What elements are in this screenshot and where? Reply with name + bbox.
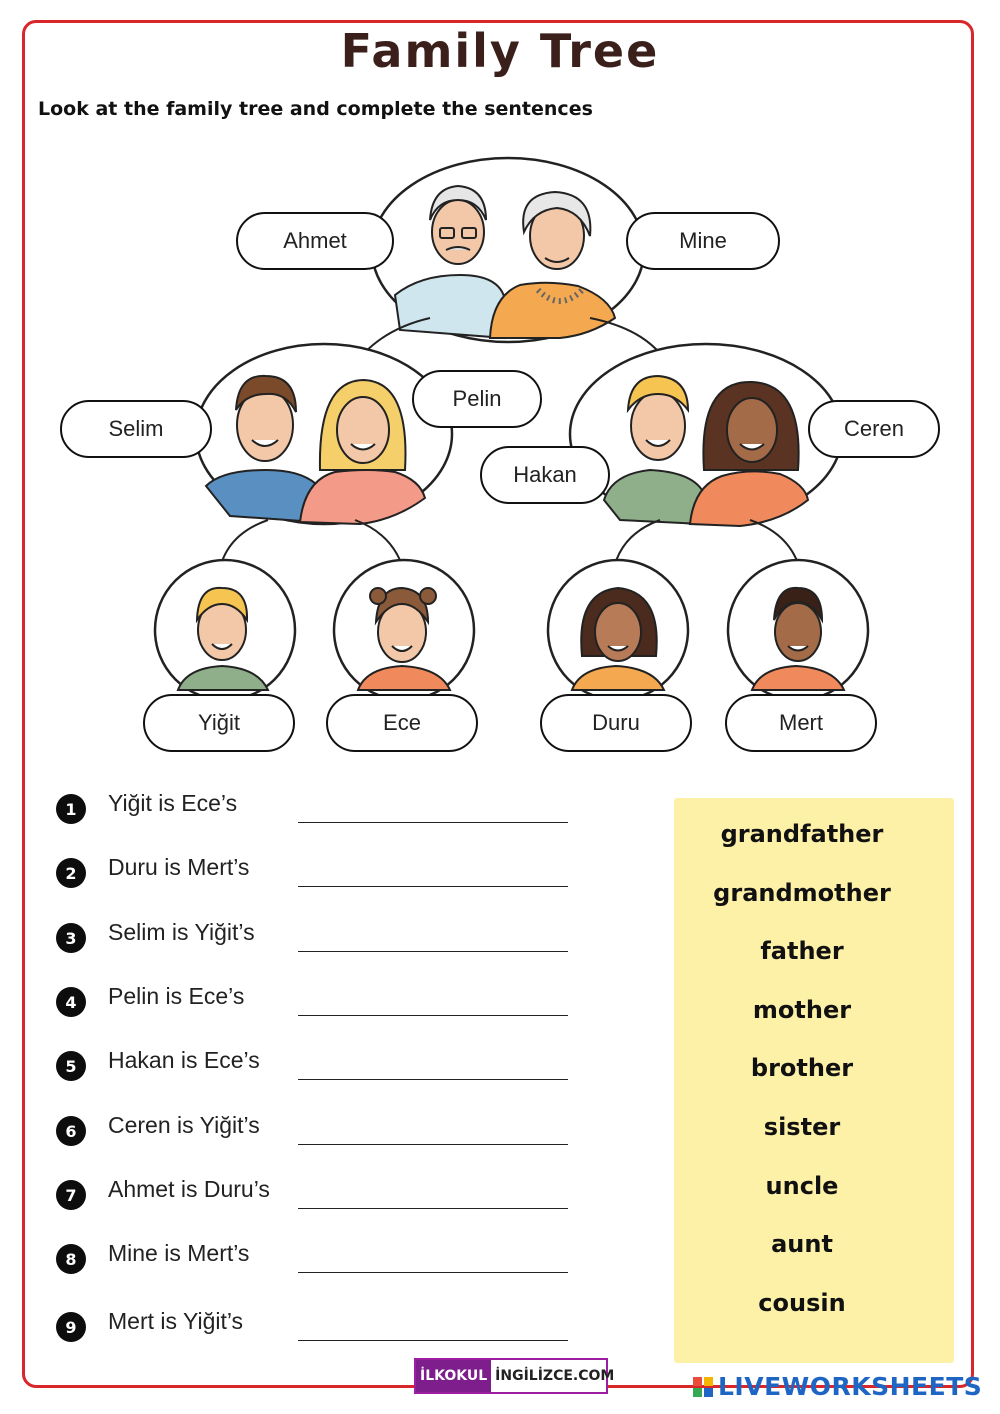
liveworksheets-icon (692, 1376, 714, 1398)
ece-portrait (334, 560, 474, 700)
question-row-5 (56, 1045, 576, 1085)
word-bank-item[interactable]: brother (750, 1054, 854, 1082)
answer-blank[interactable] (298, 1272, 568, 1273)
grandparents-group (372, 158, 644, 342)
answer-blank[interactable] (298, 1340, 568, 1341)
question-row-2 (56, 852, 576, 892)
question-number: 1 (56, 794, 86, 824)
answer-blank[interactable] (298, 886, 568, 887)
question-row-7 (56, 1174, 576, 1214)
name-label-ece: Ece (326, 694, 478, 752)
word-bank-item[interactable]: aunt (771, 1230, 833, 1258)
answer-blank[interactable] (298, 1079, 568, 1080)
logo-left-text: İLKOKUL (416, 1360, 491, 1392)
question-number: 8 (56, 1244, 86, 1274)
answer-blank[interactable] (298, 1208, 568, 1209)
word-bank-item[interactable]: cousin (758, 1289, 846, 1317)
word-bank-item[interactable]: sister (763, 1113, 841, 1141)
name-label-mert: Mert (725, 694, 877, 752)
question-text: Duru is Mert’s (108, 854, 250, 880)
name-label-mine: Mine (626, 212, 780, 270)
duru-portrait (548, 560, 688, 700)
answer-blank[interactable] (298, 1015, 568, 1016)
answer-blank[interactable] (298, 951, 568, 952)
question-row-3 (56, 917, 576, 957)
answer-blank[interactable] (298, 1144, 568, 1145)
brand-text: LIVEWORKSHEETS (718, 1372, 983, 1401)
logo-right-text: İNGİLİZCE.COM (495, 1368, 615, 1384)
word-bank-item[interactable]: uncle (765, 1172, 839, 1200)
question-number: 6 (56, 1116, 86, 1146)
mert-portrait (728, 560, 868, 700)
question-row-4 (56, 981, 576, 1021)
ilkokul-ingilizce-logo (414, 1358, 615, 1394)
name-label-ceren: Ceren (808, 400, 940, 458)
question-number: 2 (56, 858, 86, 888)
question-text: Mine is Mert’s (108, 1240, 250, 1266)
question-row-1 (56, 788, 576, 828)
word-bank-item[interactable]: grandmother (713, 879, 891, 907)
question-number: 4 (56, 987, 86, 1017)
name-label-hakan: Hakan (480, 446, 610, 504)
word-bank-item[interactable]: mother (752, 996, 852, 1024)
question-text: Pelin is Ece’s (108, 983, 245, 1009)
question-number: 9 (56, 1312, 86, 1342)
name-label-ahmet: Ahmet (236, 212, 394, 270)
worksheet-title: Family Tree (340, 24, 660, 78)
question-row-8 (56, 1238, 576, 1278)
question-row-9 (56, 1306, 576, 1346)
instruction-text: Look at the family tree and complete the sentences (38, 98, 593, 120)
question-text: Hakan is Ece’s (108, 1047, 260, 1073)
selim-pelin-group (196, 344, 452, 524)
liveworksheets-brand (692, 1372, 982, 1401)
word-bank-item[interactable]: grandfather (720, 820, 884, 848)
name-label-pelin: Pelin (412, 370, 542, 428)
question-text: Selim is Yiğit’s (108, 919, 255, 945)
name-label-selim: Selim (60, 400, 212, 458)
question-text: Ceren is Yiğit’s (108, 1112, 260, 1138)
question-number: 7 (56, 1180, 86, 1210)
word-bank (674, 798, 954, 1363)
answer-blank[interactable] (298, 822, 568, 823)
name-label-yigit: Yiğit (143, 694, 295, 752)
word-bank-item[interactable]: father (760, 937, 844, 965)
hakan-ceren-group (570, 344, 842, 526)
name-label-duru: Duru (540, 694, 692, 752)
question-number: 3 (56, 923, 86, 953)
yigit-portrait (155, 560, 295, 700)
question-text: Ahmet is Duru’s (108, 1176, 270, 1202)
question-text: Mert is Yiğit’s (108, 1308, 244, 1334)
question-row-6 (56, 1110, 576, 1150)
question-text: Yiğit is Ece’s (108, 790, 238, 816)
question-number: 5 (56, 1051, 86, 1081)
